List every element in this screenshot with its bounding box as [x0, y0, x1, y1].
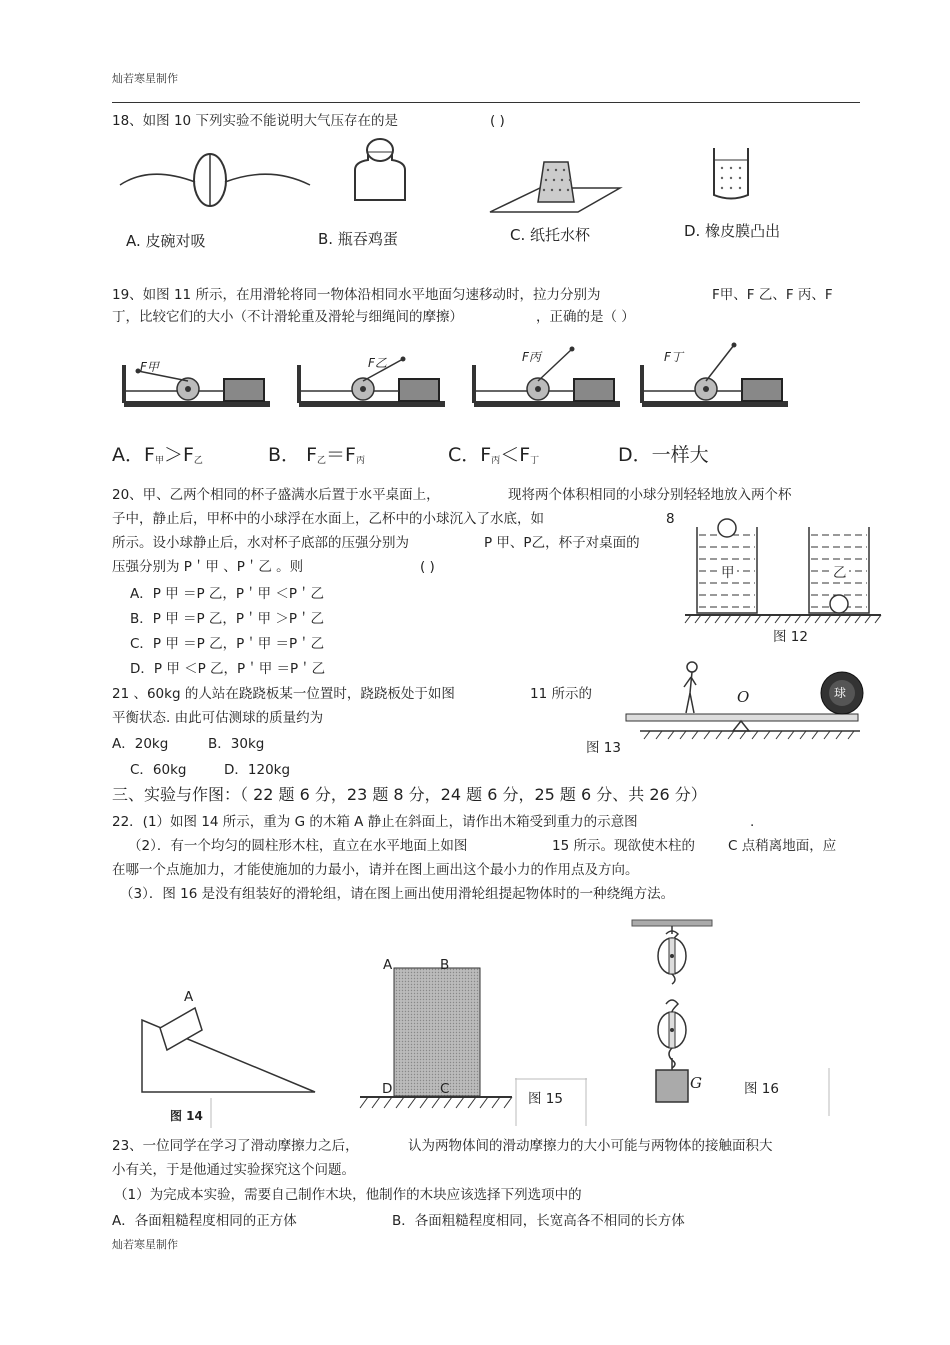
q22-p2b: 15 所示。现欲使木柱的 [552, 838, 695, 854]
q19-option-c: C．$F_丙<F_丁$ [448, 444, 540, 466]
fig12-caption: 图 12 [773, 629, 808, 645]
q21-option-a: A．20kg [112, 736, 169, 752]
q23-line1b: 认为两物体间的滑动摩擦力的大小可能与两物体的接触面积大 [408, 1138, 773, 1154]
pulley-block [399, 379, 439, 401]
force-label-bing: F丙 [522, 350, 541, 364]
q19-option-b: B． $F_乙=F_丙$ [268, 444, 365, 466]
fig15-caption: 图 15 [528, 1091, 563, 1107]
q23-option-a: A．各面粗糙程度相同的正方体 [112, 1213, 297, 1229]
q20-option-a: A．P 甲 ＝P 乙，P＇甲 ＜P＇乙 [130, 586, 324, 602]
q18-stem: 18、如图 10 下列实验不能说明大气压存在的是 [112, 113, 398, 129]
fig15-label-b: B [440, 957, 450, 973]
q23-option-b: B．各面粗糙程度相同，长宽高各不相同的长方体 [392, 1213, 685, 1229]
q20-option-c: C．P 甲 ＝P 乙，P＇甲 ＝P＇乙 [130, 636, 325, 652]
cup-label-yi: 乙 [833, 565, 847, 581]
pull-force-arrowhead [401, 357, 406, 362]
q20-line2: 子中，静止后，甲杯中的小球浮在水面上，乙杯中的小球沉入了水底，如 [112, 511, 544, 527]
q20-line3: 所示。设小球静止后，水对杯子底部的压强分别为 [112, 535, 409, 551]
q21-option-c: C．60kg [130, 762, 187, 778]
suction-cups-figure [120, 154, 310, 206]
q21-line1: 21 、60kg 的人站在跷跷板某一位置时，跷跷板处于如图 [112, 686, 455, 702]
rubber-membrane-figure [714, 148, 748, 199]
q20-line1b: 现将两个体积相同的小球分别轻轻地放入两个杯 [508, 487, 792, 503]
ball-label: 球 [834, 686, 847, 700]
sunk-ball [830, 595, 848, 613]
q18-option-a: A. 皮碗对吸 [126, 232, 206, 250]
cup-label-jia: 甲 [721, 565, 735, 581]
q22-p3: 在哪一个点施加力，才能使施加的力最小，请并在图上画出这个最小力的作用点及方向。 [112, 862, 639, 878]
floating-ball [718, 519, 736, 537]
q20-line3b: P 甲、P乙，杯子对桌面的 [484, 535, 640, 551]
section3-title: 三、实验与作图：（ 22 题 6 分，23 题 8 分，24 题 6 分，25 题 6 分、共 26 分） [112, 785, 707, 804]
q22-p1: 22．(1）如图 14 所示，重为 G 的木箱 A 静止在斜面上，请作出木箱受到重力的示意图 [112, 814, 638, 830]
q20-option-d: D．P 甲 ＜P 乙，P＇甲 ＝P＇乙 [130, 661, 326, 677]
q23-line2: 小有关，于是他通过实验探究这个问题。 [112, 1162, 355, 1178]
q21-option-b: B．30kg [208, 736, 265, 752]
fig14-box-label: A [184, 989, 194, 1005]
bottle-egg-figure [355, 139, 405, 200]
pull-force-arrow [706, 345, 734, 381]
q19-option-d: D．一样大 [618, 444, 709, 466]
q20-line1: 20、甲、乙两个相同的杯子盛满水后置于水平桌面上， [112, 487, 440, 503]
fig15-pillar [356, 962, 516, 1124]
page-header: 灿若寒星制作 [112, 72, 178, 85]
q21-line1b: 11 所示的 [530, 686, 592, 702]
paper-cup-figure [490, 162, 620, 212]
q19-line1: 19、如图 11 所示，在用滑轮将同一物体沿相同水平地面匀速移动时，拉力分别为 [112, 287, 601, 303]
fig14-incline [140, 1000, 320, 1100]
q20-cups-figure [685, 515, 885, 630]
fig14-caption: 图 14 [170, 1109, 203, 1123]
q19-option-a: A．$F_甲>F_乙$ [112, 444, 203, 466]
fig15-label-c: C [440, 1081, 450, 1097]
force-label-yi: F乙 [368, 356, 387, 370]
q19-line2b: ，正确的是（ ） [536, 309, 635, 325]
q20-option-b: B．P 甲 ＝P 乙，P＇甲 ＞P＇乙 [130, 611, 324, 627]
force-label-jia: F甲 [140, 360, 159, 374]
q22-p4: （3）．图 16 是没有组装好的滑轮组，请在图上画出使用滑轮组提起物体时的一种绕绳方法。 [120, 886, 675, 902]
force-label-ding: F丁 [664, 350, 683, 364]
pull-force-arrowhead [732, 343, 737, 348]
pull-force-arrow [538, 349, 572, 381]
q18-option-d: D. 橡皮膜凸出 [684, 222, 781, 240]
fig14-divider [210, 1098, 212, 1128]
q18-figures [110, 140, 830, 260]
q22-p1b: . [750, 814, 755, 830]
fig16-divider [828, 1068, 830, 1116]
fig16-pulleys [628, 918, 718, 1108]
pivot-label: O [737, 688, 750, 706]
header-rule [112, 102, 860, 103]
q18-option-c: C. 纸托水杯 [510, 226, 591, 244]
q20-line2b: 8 [666, 511, 675, 527]
pulley-block [742, 379, 782, 401]
fig15-label-d: D [382, 1081, 393, 1097]
fig15-label-a: A [383, 957, 393, 973]
q18-bracket: ( ) [490, 113, 505, 129]
pulley-axle [360, 386, 366, 392]
pulley-axle [703, 386, 709, 392]
q23-line1: 23、一位同学在学习了滑动摩擦力之后， [112, 1138, 359, 1154]
q23-line3: （1）为完成本实验，需要自己制作木块，他制作的木块应该选择下列选项中的 [114, 1187, 582, 1203]
q22-p2c: C 点稍离地面，应 [728, 838, 837, 854]
page-footer: 灿若寒星制作 [112, 1238, 178, 1251]
fig13-caption: 图 13 [586, 740, 621, 756]
q18-option-b: B. 瓶吞鸡蛋 [318, 230, 398, 248]
pull-force-arrowhead [570, 347, 575, 352]
q21-option-d: D．120kg [224, 762, 291, 778]
pulley-block [224, 379, 264, 401]
pulley-axle [535, 386, 541, 392]
pulley-axle [185, 386, 191, 392]
q19-line1b: F甲、F 乙、F 丙、F [712, 287, 833, 303]
q20-line4b: ( ) [420, 559, 435, 575]
q19-figures [120, 345, 790, 420]
q21-line2: 平衡状态. 由此可估测球的质量约为 [112, 710, 324, 726]
pulley-block [574, 379, 614, 401]
q22-p2: （2）．有一个均匀的圆柱形木柱，直立在水平地面上如图 [128, 838, 468, 854]
fig16-weight-label: G [690, 1074, 702, 1092]
q20-line4: 压强分别为 P＇甲 、P＇乙 。则 [112, 559, 304, 575]
q19-line2: 丁，比较它们的大小（不计滑轮重及滑轮与细绳间的摩擦） [112, 309, 463, 325]
fig16-caption: 图 16 [744, 1081, 779, 1097]
